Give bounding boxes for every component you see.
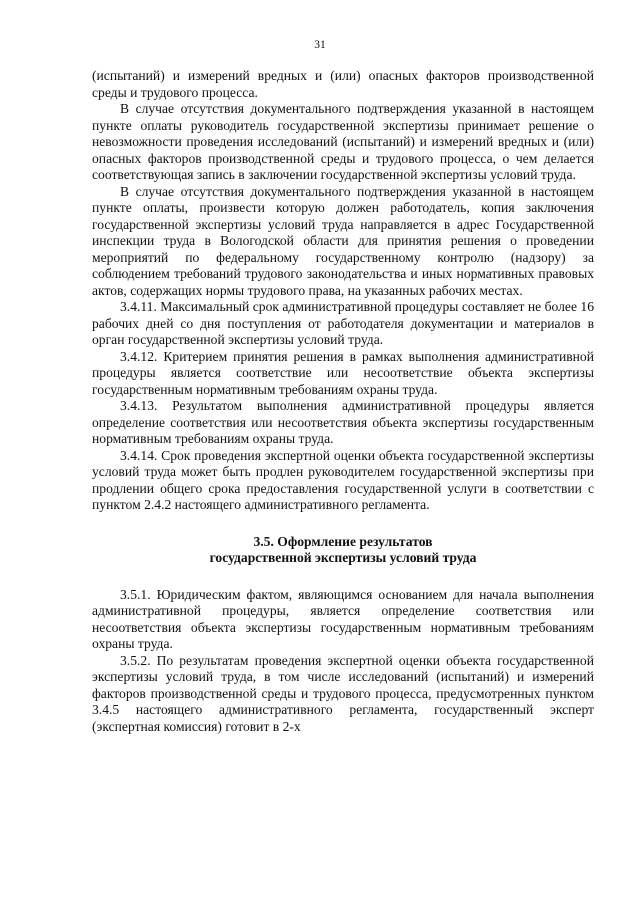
section-title-line-2: государственной экспертизы условий труда <box>209 550 477 565</box>
paragraph-3-5-2: 3.5.2. По результатам проведения экспертной оценки объекта государственной экспертизы условий труда, в том числе исследований (испытаний) и измерений факторов производственной среды и трудового процесса, предусмотренных пунктом 3.4.5 настоящего административного регламента, государственный эксперт (экспертная комиссия) готовит в 2-х <box>92 652 594 734</box>
section-title-line-1: 3.5. Оформление результатов <box>253 533 433 549</box>
paragraph-3-4-14: 3.4.14. Срок проведения экспертной оценки объекта государственной экспертизы условий труда может быть продлен руководителем государственной экспертизы при продлении общего срока предоставления государственной услуги в соответствии с пунктом 2.4.2 настоящего административного регламента. <box>92 447 594 512</box>
section-heading <box>92 534 594 567</box>
paragraph-3-4-11: 3.4.11. Максимальный срок административной процедуры составляет не более 16 рабочих дней со дня поступления от работодателя документации и материалов в орган государственной экспертизы условий труда. <box>92 299 594 347</box>
paragraph-3-4-13: 3.4.13. Результатом выполнения административной процедуры является определение соответствия или несоответствия объекта экспертизы государственным нормативным требованиям охраны труда. <box>92 398 594 446</box>
paragraph-no-payment-inspection: В случае отсутствия документального подтверждения указанной в настоящем пункте оплаты, произвести которую должен работодатель, копия заключения государственной экспертизы условий труда направляется в адрес Государственной инспекции труда в Вологодской области для принятия решения о проведении мероприятий по федеральному государственному контролю (надзору) за соблюдением требований трудового законодательства и иных нормативных правовых актов, содержащих нормы трудового права, на указанных рабочих местах. <box>92 183 594 298</box>
page-number: 31 <box>314 39 326 51</box>
paragraph-3-5-1: 3.5.1. Юридическим фактом, являющимся основанием для начала выполнения административной процедуры, является определение соответствия или несоответствия объекта экспертизы государственным нормативным требованиям охраны труда. <box>92 586 594 651</box>
paragraph-no-payment-decision: В случае отсутствия документального подтверждения указанной в настоящем пункте оплаты руководитель государственной экспертизы принимает решение о невозможности проведения исследований (испытаний) и измерений вредных и (или) опасных факторов производственной среды и трудового процесса, о чем делается соответствующая запись в заключении государственной экспертизы условий труда. <box>92 101 594 182</box>
paragraph-continuation: (испытаний) и измерений вредных и (или) опасных факторов производственной среды и трудового процесса. <box>92 68 594 100</box>
document-body <box>92 68 594 735</box>
paragraph-3-4-12: 3.4.12. Критерием принятия решения в рамках выполнения административной процедуры является соответствие или несоответствие объекта экспертизы государственным нормативным требованиям охраны труда. <box>92 348 594 397</box>
